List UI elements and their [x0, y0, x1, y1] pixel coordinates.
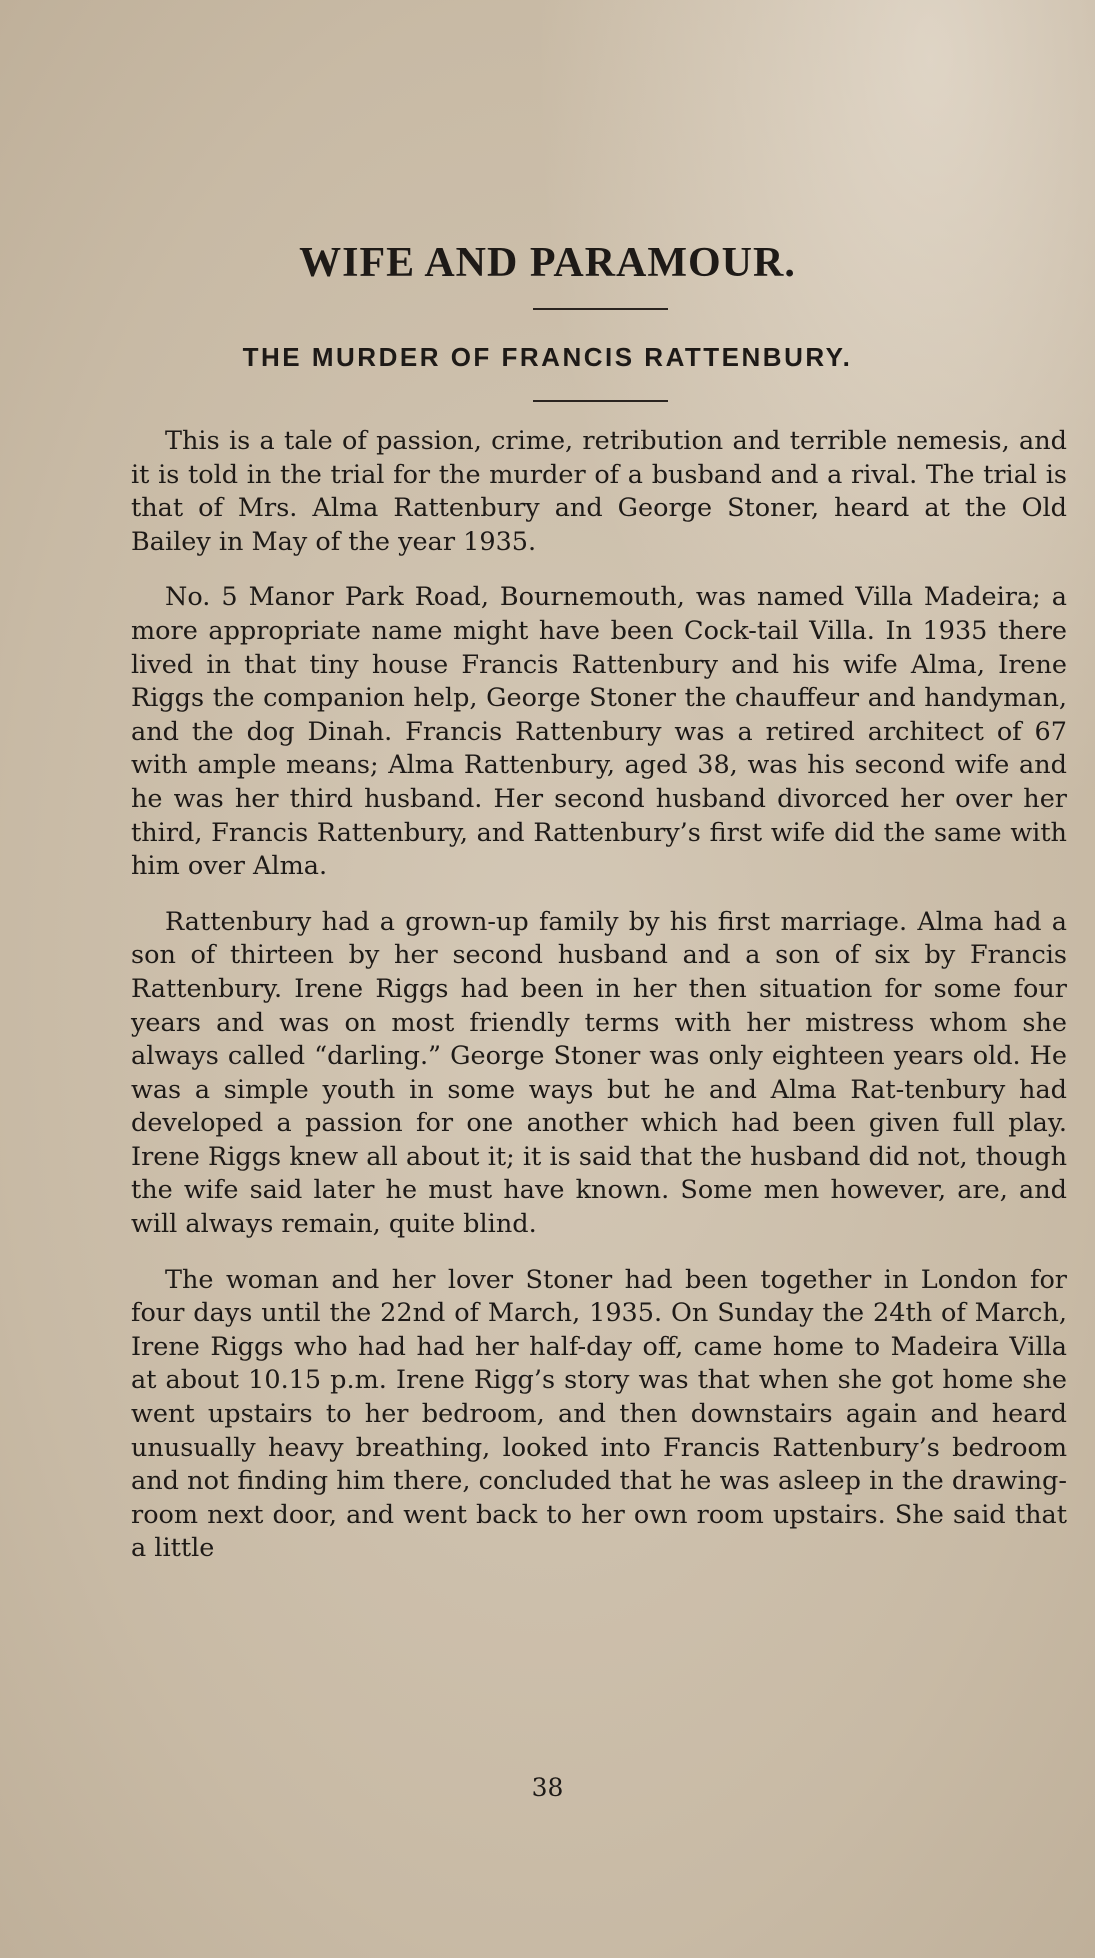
paragraph: Rattenbury had a grown-up family by his first marriage. Alma had a son of thirteen by her second husband and a son of six by Francis Rattenbury. Irene Riggs had been in her then situation for some four years and was on most friendly terms with her mistress whom she always called “darling.” George Stoner was only eighteen years old. He was a simple youth in some ways but he and Alma Rat-tenbury had developed a passion for one another which had been given full play. Irene Riggs knew all about it; it is said that the husband did not, though the wife said later he must have known. Some men however, are, and will always remain, quite blind. — [131, 906, 1067, 1240]
paragraph: The woman and her lover Stoner had been together in London for four days until the 22nd of March, 1935. On Sunday the 24th of March, Irene Riggs who had had her half-day off, came home to Madeira Villa at about 10.15 p.m. Irene Rigg’s story was that when she got home she went upstairs to her bedroom, and then downstairs again and heard unusually heavy breathing, looked into Francis Rattenbury’s bedroom and not finding him there, concluded that he was asleep in the drawing-room next door, and went back to her own room upstairs. She said that a little — [131, 1264, 1067, 1564]
chapter-title: WIFE AND PARAMOUR. — [299, 240, 796, 286]
body-text — [131, 425, 1067, 1588]
subtitle-divider — [533, 400, 668, 402]
paragraph: This is a tale of passion, crime, retribution and terrible nemesis, and it is told in the trial for the murder of a busband and a rival. The trial is that of Mrs. Alma Rattenbury and George Stoner, heard at the Old Bailey in May of the year 1935. — [131, 426, 1067, 557]
chapter-subtitle: THE MURDER OF FRANCIS RATTENBURY. — [242, 342, 853, 372]
title-divider — [533, 308, 668, 310]
page-number: 38 — [531, 1773, 564, 1802]
paragraph: No. 5 Manor Park Road, Bournemouth, was named Villa Madeira; a more appropriate name might have been Cock-tail Villa. In 1935 there lived in that tiny house Francis Rattenbury and his wife Alma, Irene Riggs the companion help, George Stoner the chauffeur and handyman, and the dog Dinah. Francis Rattenbury was a retired architect of 67 with ample means; Alma Rattenbury, aged 38, was his second wife and he was her third husband. Her second husband divorced her over her third, Francis Rattenbury, and Rattenbury’s first wife did the same with him over Alma. — [131, 582, 1067, 882]
